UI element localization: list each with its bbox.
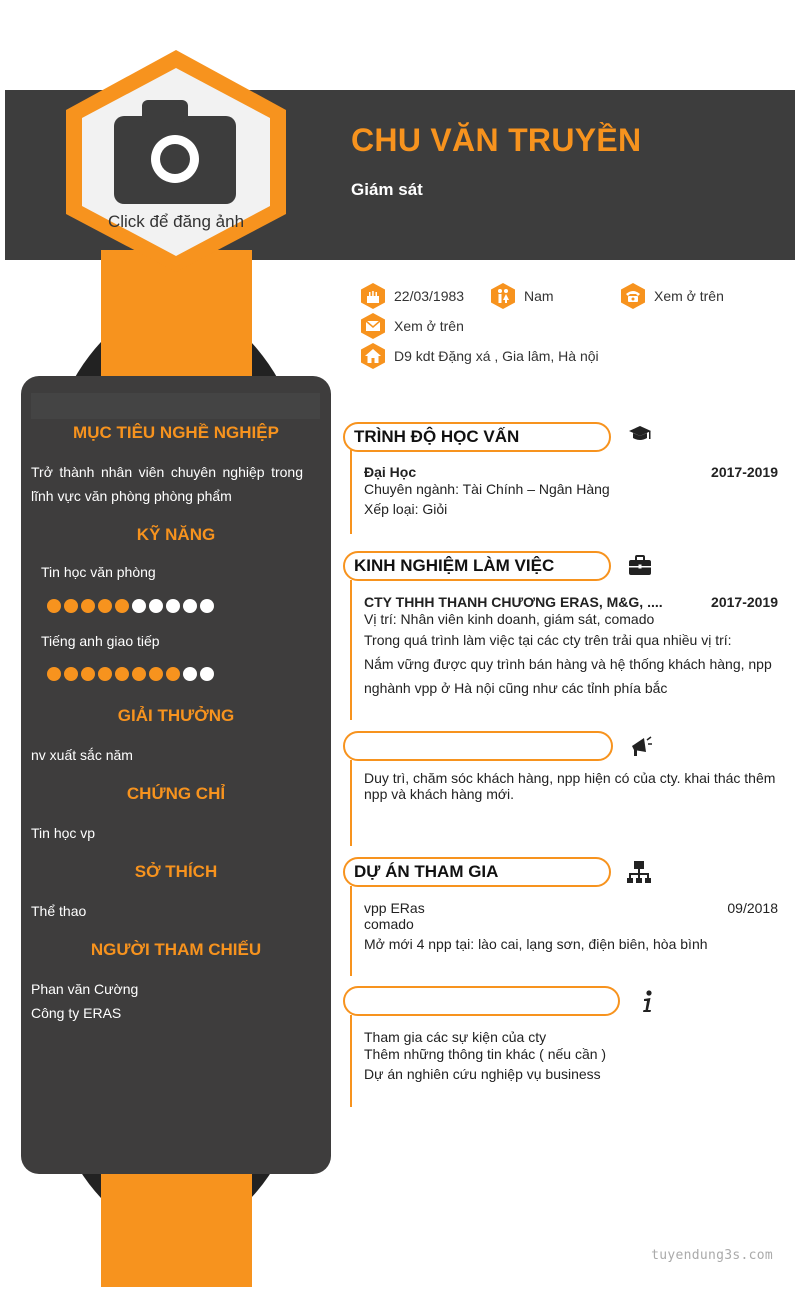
activities-timeline xyxy=(350,760,352,846)
project-date: 09/2018 xyxy=(727,900,778,916)
skill-label: Tin học văn phòng xyxy=(41,564,156,580)
skill-dot xyxy=(64,599,78,613)
reference-name: Phan văn Cường xyxy=(31,981,139,997)
skill-dot xyxy=(47,667,61,681)
experience-company: CTY THHH THANH CHƯƠNG ERAS, M&G, .... xyxy=(364,594,663,610)
experience-desc-2: Nắm vững được quy trình bán hàng và hệ thống khách hàng, npp xyxy=(364,656,772,672)
certificates-title: CHỨNG CHỈ xyxy=(126,784,226,803)
skill-dot xyxy=(64,667,78,681)
activities-title xyxy=(343,731,613,761)
projects-title: DỰ ÁN THAM GIA xyxy=(343,857,611,887)
sidebar-bottom-strap xyxy=(101,1160,252,1287)
activities-text-1: Duy trì, chăm sóc khách hàng, npp hiện có của cty. khai thác thêm xyxy=(364,770,776,786)
skill-dot xyxy=(132,599,146,613)
skill-dot xyxy=(47,599,61,613)
education-title: TRÌNH ĐỘ HỌC VẤN xyxy=(343,422,611,452)
other-info-line-1: Tham gia các sự kiện của cty xyxy=(364,1029,547,1045)
home-icon xyxy=(360,342,386,370)
email-row xyxy=(360,312,464,340)
objective-text: Trở thành nhân viên chuyên nghiệp trong lĩnh vực văn phòng phòng phẩm xyxy=(31,464,303,504)
experience-years: 2017-2019 xyxy=(711,594,778,610)
project-desc: Mở mới 4 npp tại: lào cai, lạng sơn, điện biên, hòa bình xyxy=(364,936,708,952)
experience-title: KINH NGHIỆM LÀM VIỆC xyxy=(343,551,611,581)
skill-rating xyxy=(47,667,214,681)
experience-desc-1: Trong quá trình làm việc tại các cty trên trải qua nhiều vị trí: xyxy=(364,632,732,648)
education-rank: Xếp loại: Giỏi xyxy=(364,501,448,517)
gender-value: Nam xyxy=(524,288,554,304)
awards-text: nv xuất sắc năm xyxy=(31,747,133,763)
address-row xyxy=(360,342,599,370)
skill-dot xyxy=(166,599,180,613)
photo-upload-hexagon[interactable] xyxy=(60,46,292,276)
birthday-row xyxy=(360,282,464,310)
skill-dot xyxy=(166,667,180,681)
info-icon xyxy=(635,989,661,1015)
other-info-timeline xyxy=(350,1015,352,1107)
project-name: vpp ERas xyxy=(364,900,425,916)
phone-icon xyxy=(620,282,646,310)
other-info-line-2: Thêm những thông tin khác ( nếu cần ) xyxy=(364,1046,607,1062)
sidebar-panel-top-strip xyxy=(31,393,320,419)
experience-position: Vị trí: Nhân viên kinh doanh, giám sát, comado xyxy=(364,611,655,627)
experience-timeline xyxy=(350,580,352,720)
birthday-value: 22/03/1983 xyxy=(394,288,465,304)
email-value: Xem ở trên xyxy=(394,318,464,334)
skills-title: KỸ NĂNG xyxy=(136,525,216,544)
certificates-text: Tin học vp xyxy=(31,825,96,841)
gender-icon xyxy=(490,282,516,310)
awards-title: GIẢI THƯỞNG xyxy=(117,706,235,725)
education-timeline xyxy=(350,450,352,534)
skill-dot xyxy=(115,667,129,681)
skill-dot xyxy=(149,667,163,681)
skill-dot xyxy=(149,599,163,613)
education-major: Chuyên ngành: Tài Chính – Ngân Hàng xyxy=(364,481,610,497)
birthday-cake-icon xyxy=(360,282,386,310)
skill-label: Tiếng anh giao tiếp xyxy=(41,633,160,649)
address-value: D9 kdt Đặng xá , Gia lâm, Hà nội xyxy=(394,348,599,364)
skill-dot xyxy=(81,667,95,681)
skill-dot xyxy=(200,599,214,613)
megaphone-icon xyxy=(628,734,654,760)
skill-dot xyxy=(81,599,95,613)
skill-dot xyxy=(98,599,112,613)
reference-company: Công ty ERAS xyxy=(31,1005,122,1021)
education-years: 2017-2019 xyxy=(711,464,778,480)
skill-dot xyxy=(115,599,129,613)
projects-timeline xyxy=(350,886,352,976)
skill-dot xyxy=(183,599,197,613)
skill-dot xyxy=(132,667,146,681)
email-icon xyxy=(360,312,386,340)
network-icon xyxy=(626,859,652,885)
other-info-title xyxy=(343,986,620,1016)
phone-row xyxy=(620,282,724,310)
gender-row xyxy=(490,282,554,310)
skill-rating xyxy=(47,599,214,613)
graduation-cap-icon xyxy=(627,422,653,448)
project-client: comado xyxy=(364,916,414,932)
candidate-name: CHU VĂN TRUYỀN xyxy=(351,122,642,158)
phone-value: Xem ở trên xyxy=(654,288,724,304)
references-title: NGƯỜI THAM CHIẾU xyxy=(90,940,262,959)
hobbies-text: Thể thao xyxy=(31,903,87,919)
objective-title: MỤC TIÊU NGHỀ NGHIỆP xyxy=(73,423,279,442)
photo-upload-label[interactable]: Click để đăng ảnh xyxy=(107,212,245,231)
job-title: Giám sát xyxy=(351,180,423,199)
site-watermark: tuyendung3s.com xyxy=(651,1248,773,1263)
briefcase-icon xyxy=(627,552,653,578)
skill-dot xyxy=(183,667,197,681)
activities-text-2: npp và khách hàng mới. xyxy=(364,786,515,802)
experience-desc-3: nghành vpp ở Hà nội cũng như các tỉnh phía bắc xyxy=(364,680,668,696)
education-school: Đại Học xyxy=(364,464,417,480)
other-info-line-3: Dự án nghiên cứu nghiệp vụ business xyxy=(364,1066,601,1082)
skill-dot xyxy=(200,667,214,681)
hobbies-title: SỞ THÍCH xyxy=(134,862,218,881)
skill-dot xyxy=(98,667,112,681)
